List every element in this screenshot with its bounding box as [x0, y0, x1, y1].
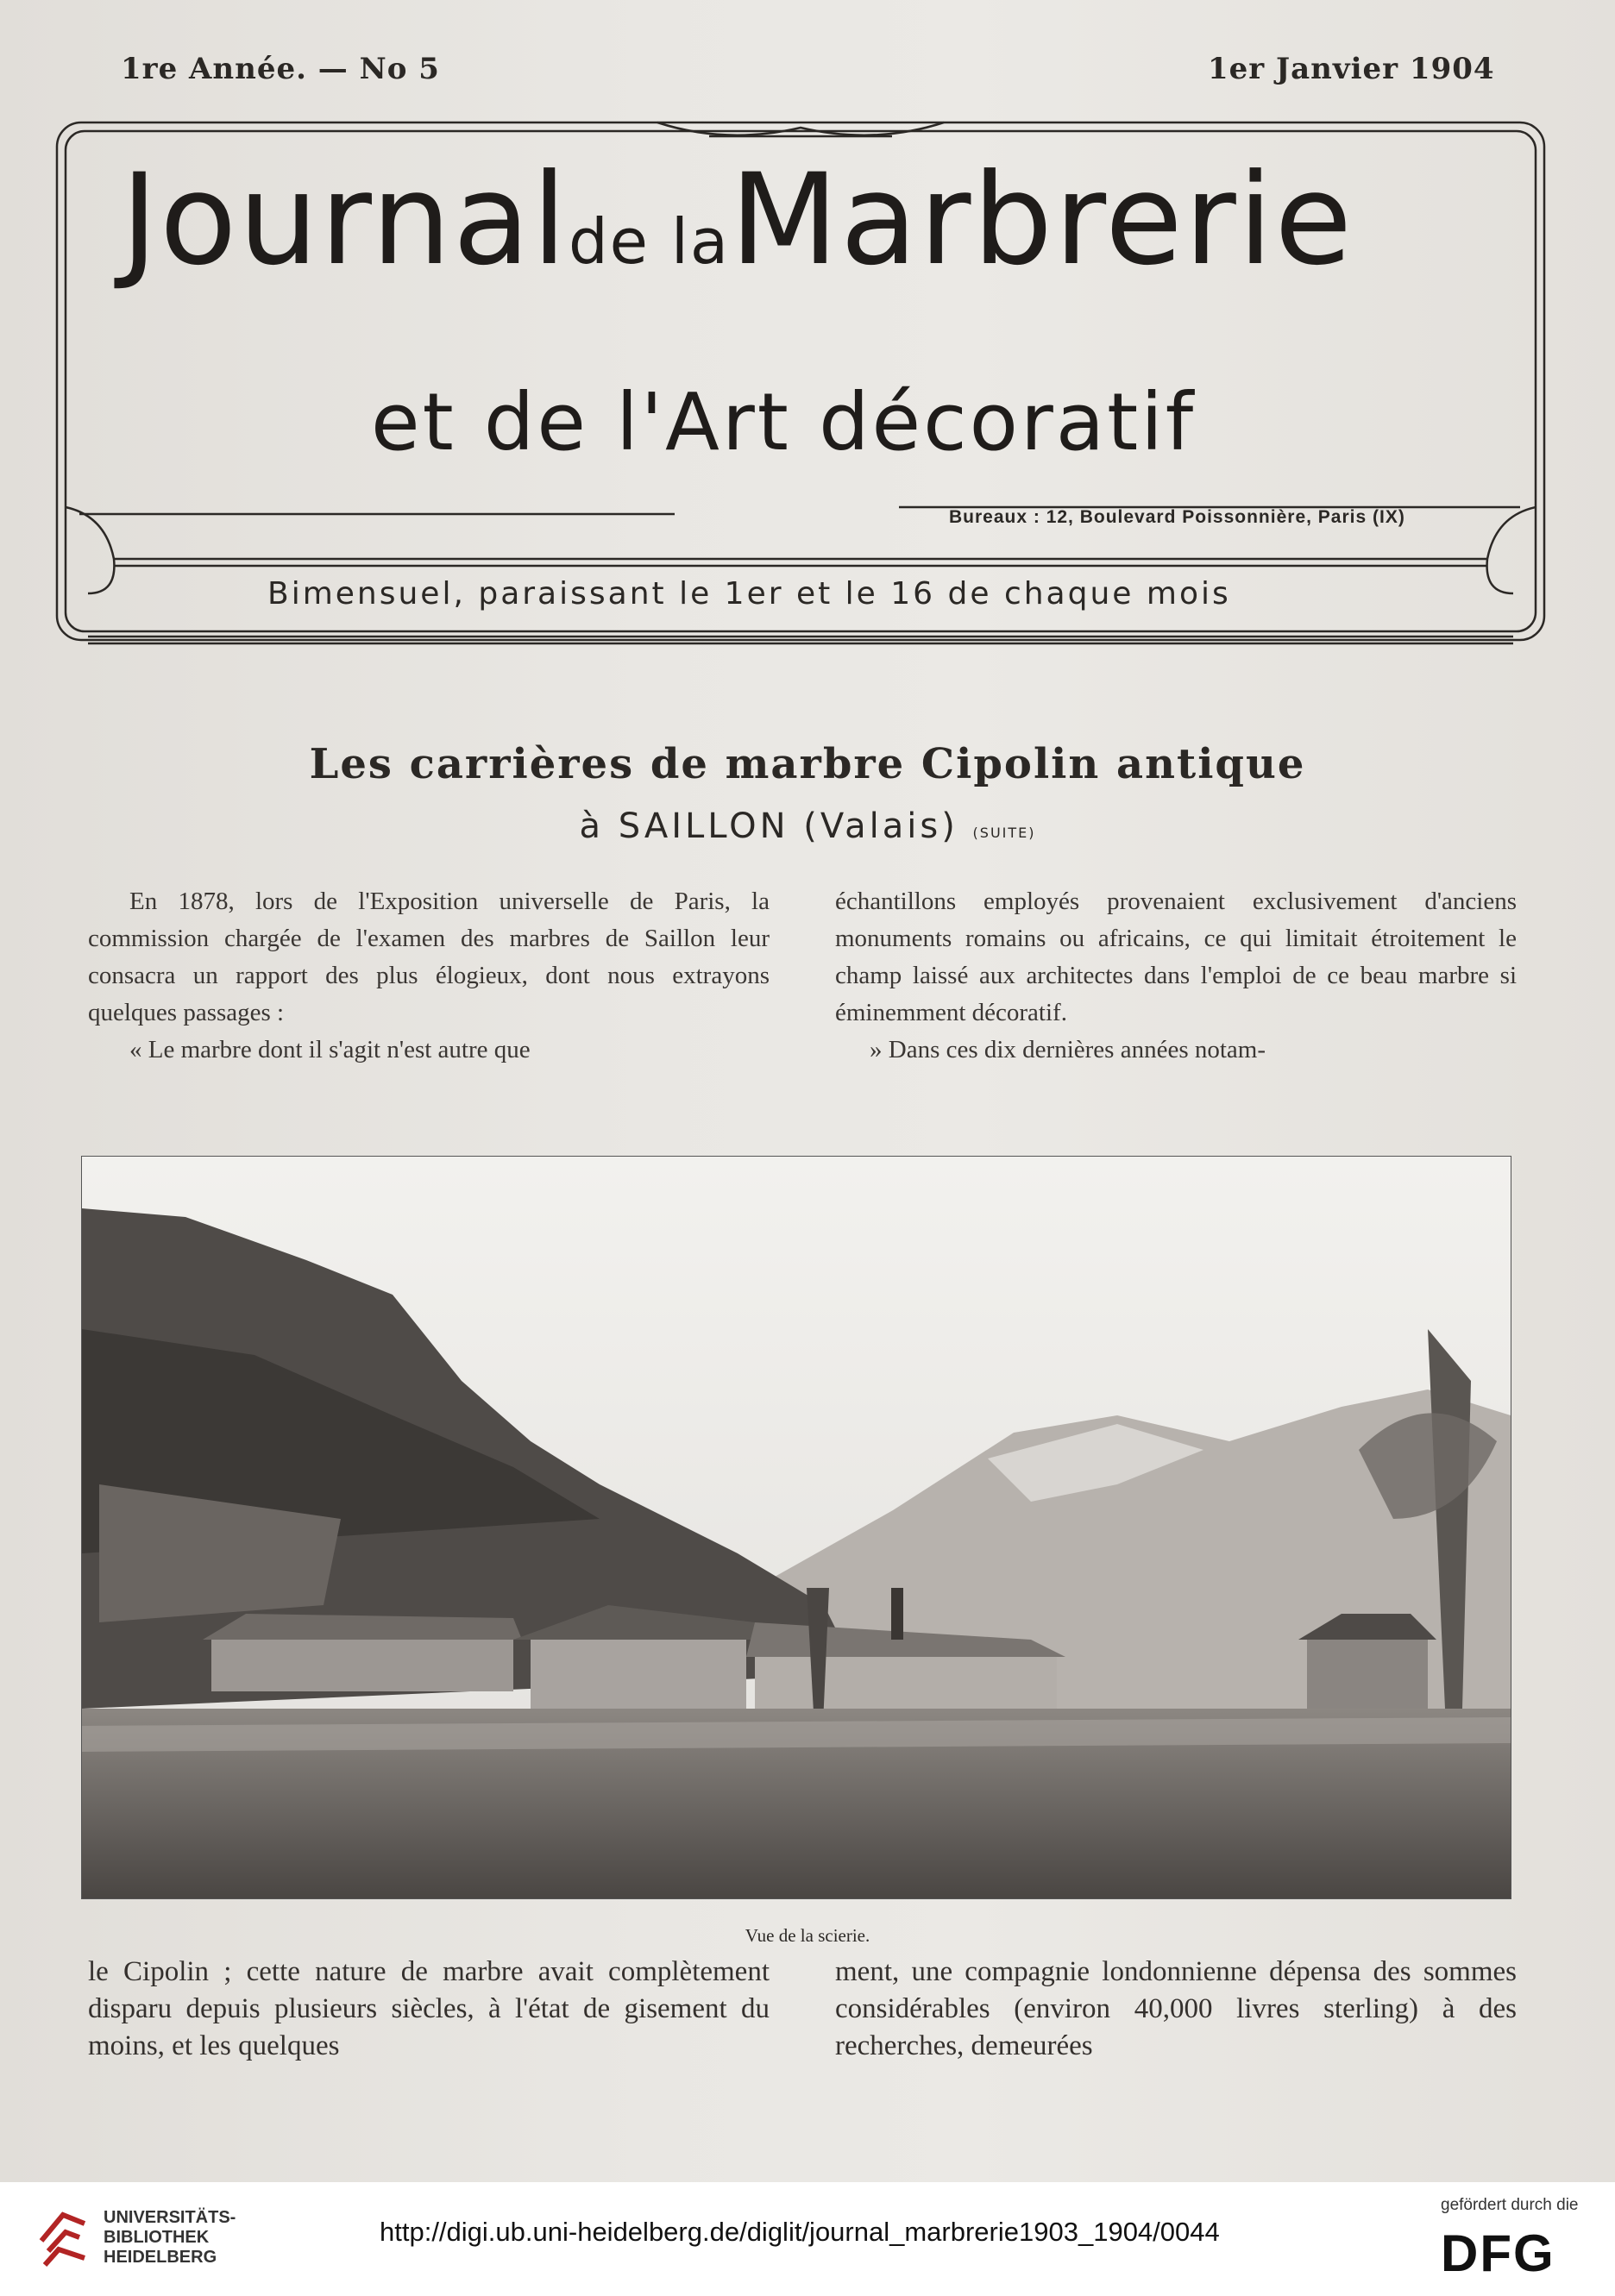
journal-subtitle: et de l'Art décoratif: [371, 376, 1197, 468]
paragraph: ment, une compagnie londonnienne dépensa des sommes considérables (environ 40,000 livres sterling) à des recherches, demeurées: [835, 1956, 1517, 2061]
paragraph: » Dans ces dix dernières années notam-: [870, 1036, 1266, 1063]
title-de-la: de la: [568, 205, 730, 278]
issue-date: 1er Janvier 1904: [1208, 52, 1495, 86]
article-continued-note: (SUITE): [972, 825, 1036, 841]
paragraph: le Cipolin ; cette nature de marbre avait complètement disparu depuis plusieurs siècles, à l'état de gisement du moins, et les quelques: [88, 1956, 770, 2061]
article-subtitle: [0, 806, 1615, 846]
source-url-link[interactable]: http://digi.ub.uni-heidelberg.de/diglit/journal_marbrerie1903_1904/0044: [380, 2217, 1220, 2247]
library-name: [104, 2208, 236, 2268]
funding-note: gefördert durch die: [1441, 2196, 1579, 2214]
article-title: Les carrières de marbre Cipolin antique: [309, 740, 1306, 788]
column-left-bottom: [88, 1954, 770, 2065]
article-location: à SAILLON (Valais): [579, 806, 958, 846]
title-marbrerie: Marbrerie: [729, 147, 1354, 293]
photo-caption: Vue de la scierie.: [745, 1925, 870, 1946]
office-address: Bureaux : 12, Boulevard Poissonnière, Paris (IX): [949, 507, 1405, 527]
dfg-logo: DFG: [1441, 2224, 1555, 2282]
title-journal: Journal: [121, 147, 569, 293]
library-logo-icon: [33, 2198, 93, 2280]
column-right-top: [835, 883, 1517, 1069]
library-name-line: UNIVERSITÄTS-: [104, 2208, 236, 2227]
column-right-bottom: [835, 1954, 1517, 2065]
library-name-line: BIBLIOTHEK: [104, 2228, 210, 2247]
issue-number: 1re Année. — No 5: [121, 52, 440, 86]
digitization-footer: [0, 2182, 1615, 2296]
paragraph: « Le marbre dont il s'agit n'est autre que: [129, 1036, 531, 1063]
publication-tagline: Bimensuel, paraissant le 1er et le 16 de chaque mois: [267, 576, 1231, 612]
paragraph: En 1878, lors de l'Exposition universelle de Paris, la commission chargée de l'examen des marbres de Saillon leur consacra un rapport des plus élogieux, dont nous extrayons quelques passages :: [88, 888, 770, 1026]
journal-title: [121, 147, 1354, 293]
library-name-line: HEIDELBERG: [104, 2248, 217, 2267]
column-left-top: [88, 883, 770, 1069]
quarry-sawmill-photo: [81, 1156, 1511, 1899]
paragraph: échantillons employés provenaient exclusivement d'anciens monuments romains ou africains, ce qui limitait étroitement le champ laissé aux architectes dans l'emploi de ce beau marbre si éminemment décoratif.: [835, 888, 1517, 1026]
